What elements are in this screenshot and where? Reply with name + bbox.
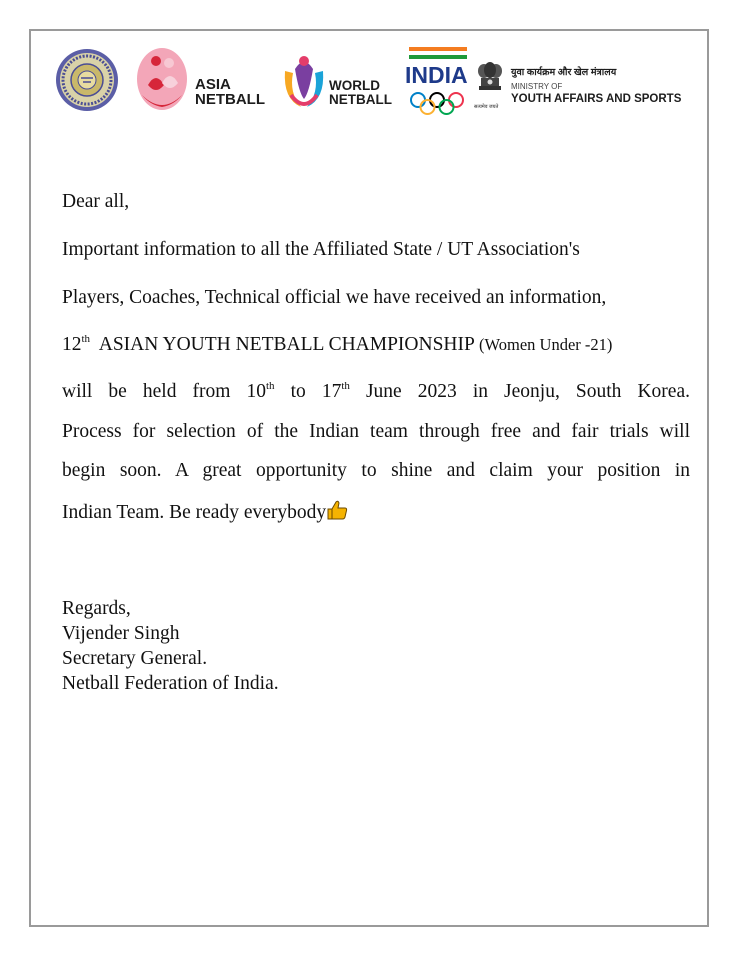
world-netball-line1: WORLD: [329, 78, 380, 93]
india-label: INDIA: [405, 62, 468, 88]
national-emblem-icon: [475, 61, 505, 105]
india-flag-bar-icon: [409, 47, 467, 59]
start-day: 10: [246, 381, 266, 402]
world-netball-line2: NETBALL: [329, 91, 392, 107]
letter-line-4: [62, 380, 690, 403]
date-to: to: [290, 381, 306, 402]
ministry-line2: YOUTH AFFAIRS AND SPORTS: [511, 93, 682, 105]
logo-bar: [31, 31, 711, 141]
championship-ordinal: th: [81, 333, 91, 345]
letter-line-6: begin soon. A great opportunity to shine and claim your position in: [62, 460, 690, 481]
date-intro: will be held from: [62, 381, 231, 402]
end-day: 17: [321, 381, 342, 402]
signatory-org: Netball Federation of India.: [62, 673, 279, 694]
signatory-title: Secretary General.: [62, 648, 208, 669]
letter-line-2: Players, Coaches, Technical official we have received an information,: [62, 287, 607, 308]
ministry-line1: MINISTRY OF: [511, 82, 563, 91]
letter-line-7: [62, 499, 690, 524]
championship-title: ASIAN YOUTH NETBALL CHAMPIONSHIP: [98, 334, 475, 355]
asia-netball-line1: ASIA: [195, 76, 231, 93]
date-location: June 2023 in Jeonju, South Korea.: [365, 381, 690, 402]
letter-line-5: Process for selection of the Indian team through free and fair trials will: [62, 421, 690, 442]
signature-block: [62, 596, 279, 696]
salutation: Dear all,: [62, 191, 130, 212]
asia-netball-icon: [134, 45, 190, 113]
emblem-caption: सत्यमेव जयते: [474, 104, 499, 110]
ministry-hindi: युवा कार्यक्रम और खेल मंत्रालय: [511, 67, 617, 78]
end-day-ordinal: th: [341, 380, 350, 392]
thumbs-up-icon: [326, 499, 348, 521]
letter-line-3: [62, 333, 690, 356]
asia-netball-line2: NETBALL: [195, 91, 265, 108]
nfi-seal-icon: [55, 48, 119, 112]
signatory-name: Vijender Singh: [62, 623, 180, 644]
championship-number: 12: [62, 334, 82, 355]
regards: Regards,: [62, 598, 131, 619]
letter-frame: [29, 29, 709, 927]
letter-line-1: Important information to all the Affiliated State / UT Association's: [62, 239, 580, 260]
world-netball-icon: [279, 51, 329, 111]
championship-note: (Women Under -21): [479, 335, 613, 354]
start-day-ordinal: th: [265, 380, 275, 392]
olympic-rings-icon: [409, 91, 465, 115]
closing-line: Indian Team. Be ready everybody: [62, 502, 327, 523]
